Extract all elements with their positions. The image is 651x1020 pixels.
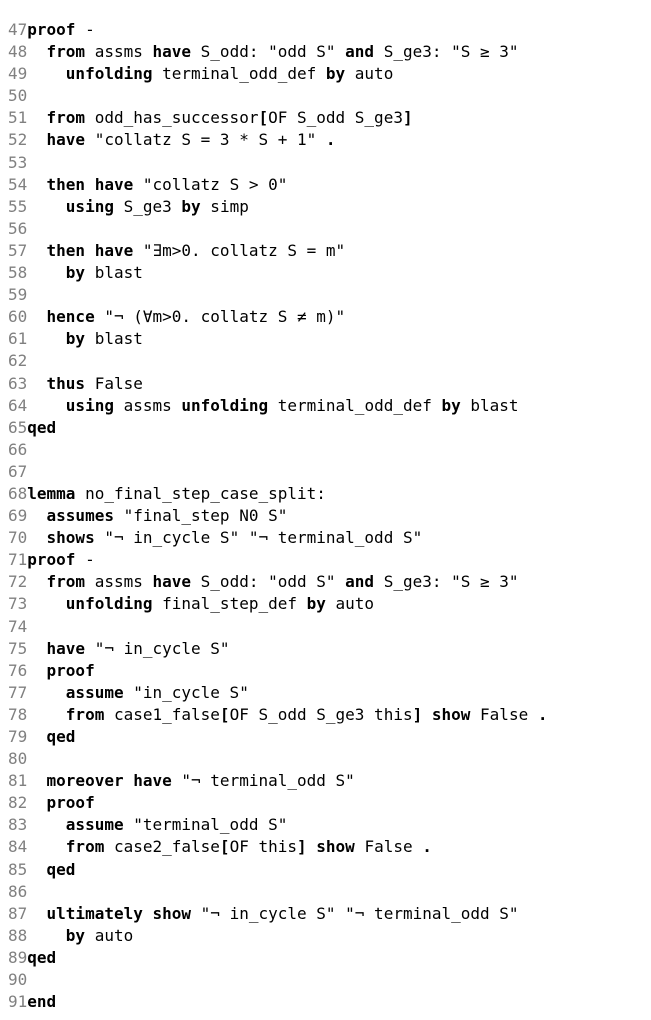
keyword-token: hence: [46, 307, 95, 327]
code-token: [27, 130, 46, 149]
code-line: [8, 836, 651, 858]
line-number: 81: [8, 771, 28, 791]
code-token: final_step_def: [152, 594, 307, 614]
line-number: 59: [8, 285, 28, 305]
keyword-token: ]: [402, 108, 413, 128]
code-token: [27, 793, 46, 812]
keyword-token: .: [422, 837, 432, 857]
code-token: [422, 705, 432, 724]
line-number: 91: [8, 992, 28, 1012]
line-number: 70: [8, 528, 28, 548]
line-number: 73: [8, 594, 28, 614]
keyword-token: unfolding: [65, 64, 153, 84]
keyword-token: have: [94, 174, 134, 194]
code-token: [85, 175, 95, 194]
code-text: [27, 418, 56, 437]
keyword-token: moreover: [46, 771, 124, 791]
code-line: [8, 417, 651, 439]
line-number: 78: [8, 704, 28, 724]
keyword-token: end: [27, 992, 57, 1012]
code-token: [27, 572, 46, 591]
code-token: "terminal_odd S": [123, 815, 288, 835]
code-line: [8, 704, 651, 726]
code-token: assms: [85, 572, 153, 592]
code-token: assms: [113, 395, 182, 415]
line-number: 67: [8, 461, 28, 481]
keyword-token: by: [441, 395, 461, 415]
line-number: 57: [8, 240, 28, 260]
code-text: [27, 639, 229, 658]
code-token: False: [85, 373, 143, 393]
code-text: [27, 793, 94, 812]
keyword-token: qed: [46, 727, 76, 746]
keyword-token: ]: [412, 704, 423, 724]
line-number: 50: [8, 86, 28, 106]
code-token: auto: [85, 925, 134, 945]
line-number: 75: [8, 638, 28, 658]
code-line: [8, 262, 651, 284]
keyword-token: show: [152, 903, 192, 923]
code-token: [27, 661, 46, 680]
code-line: [8, 395, 651, 417]
keyword-token: ultimately: [46, 903, 143, 923]
code-token: [27, 396, 66, 415]
code-token: [27, 175, 46, 194]
code-token: [124, 771, 134, 790]
code-token: [27, 197, 66, 216]
code-line: [8, 328, 651, 350]
code-line: [8, 350, 651, 372]
code-line: [8, 107, 651, 129]
line-number: 85: [8, 859, 28, 879]
keyword-token: ]: [297, 837, 307, 857]
code-text: [27, 396, 518, 415]
line-number: 79: [8, 727, 28, 746]
code-token: OF this: [229, 837, 297, 857]
code-token: [27, 329, 66, 348]
line-number: 80: [8, 749, 28, 769]
code-token: "in_cycle S": [123, 682, 249, 702]
code-line: [8, 593, 651, 615]
code-token: [27, 926, 66, 945]
keyword-token: from: [65, 837, 105, 857]
keyword-token: by: [306, 594, 326, 614]
code-token: False: [354, 837, 423, 857]
keyword-token: unfolding: [65, 594, 153, 614]
code-line: [8, 196, 651, 218]
code-line: [8, 991, 651, 1013]
line-number: 82: [8, 793, 28, 813]
code-token: -: [75, 20, 95, 39]
code-line: [8, 306, 651, 328]
line-number: 53: [8, 152, 28, 172]
code-token: [27, 506, 46, 525]
code-text: [27, 771, 355, 790]
code-line: [8, 792, 651, 814]
code-token: odd_has_successor: [85, 108, 259, 128]
code-token: "collatz S > 0": [133, 174, 288, 194]
keyword-token: thus: [46, 373, 86, 393]
code-token: [27, 64, 66, 83]
code-token: [27, 263, 66, 282]
code-line: [8, 682, 651, 704]
keyword-token: .: [537, 704, 548, 724]
keyword-token: assume: [65, 815, 124, 835]
keyword-token: show: [431, 704, 471, 724]
keyword-token: then: [46, 240, 86, 260]
code-text: [27, 904, 518, 923]
keyword-token: using: [65, 395, 114, 415]
code-token: [27, 528, 46, 547]
code-token: "¬ in_cycle S": [85, 638, 230, 658]
code-line: [8, 19, 651, 41]
keyword-token: have: [152, 42, 192, 62]
line-number: 69: [8, 506, 28, 526]
line-number: 76: [8, 660, 28, 680]
code-token: S_odd: "odd S": [191, 572, 346, 592]
keyword-token: using: [65, 196, 114, 216]
keyword-token: have: [46, 638, 86, 658]
code-text: [27, 374, 143, 393]
keyword-token: qed: [46, 859, 76, 879]
code-line: [8, 748, 651, 770]
code-token: blast: [85, 329, 143, 349]
code-line: [8, 483, 651, 505]
code-line: [8, 814, 651, 836]
code-text: [27, 661, 94, 680]
code-token: case1_false: [104, 704, 220, 724]
keyword-token: show: [316, 837, 355, 857]
code-text: [27, 42, 518, 61]
code-text: [27, 484, 326, 503]
line-number: 63: [8, 373, 28, 393]
keyword-token: by: [65, 263, 86, 283]
code-token: [85, 241, 95, 260]
code-text: [27, 130, 335, 149]
line-number: 90: [8, 970, 28, 990]
code-line: [8, 859, 651, 881]
code-token: "¬ terminal_odd S": [171, 771, 355, 791]
code-token: S_odd: "odd S": [191, 42, 346, 62]
line-number: 72: [8, 572, 28, 592]
code-token: [27, 837, 66, 856]
code-line: [8, 638, 651, 660]
line-number: 58: [8, 263, 28, 283]
line-number: 48: [8, 42, 28, 62]
code-text: [27, 594, 374, 613]
code-line: [8, 129, 651, 151]
keyword-token: have: [152, 572, 192, 592]
code-token: [27, 108, 46, 127]
code-text: [27, 528, 422, 547]
code-line: [8, 571, 651, 593]
code-text: [27, 241, 345, 260]
code-line: [8, 174, 651, 196]
code-text: [27, 20, 94, 39]
keyword-token: proof: [27, 550, 76, 570]
code-token: "¬ in_cycle S" "¬ terminal_odd S": [94, 528, 423, 548]
code-line: [8, 63, 651, 85]
line-number: 89: [8, 947, 28, 967]
keyword-token: qed: [27, 947, 57, 967]
code-token: [27, 241, 46, 260]
code-text: [27, 307, 345, 326]
code-line: [8, 152, 651, 174]
code-text: [27, 506, 287, 525]
code-text: [27, 329, 143, 348]
code-line: [8, 527, 651, 549]
code-text: [27, 926, 133, 945]
code-token: [27, 815, 66, 834]
code-line: [8, 616, 651, 638]
code-line: [8, 549, 651, 571]
line-number: 61: [8, 329, 28, 349]
line-number: 56: [8, 218, 28, 238]
code-line: [8, 461, 651, 483]
line-number: 49: [8, 64, 28, 84]
keyword-token: by: [325, 64, 346, 84]
code-line: [8, 284, 651, 306]
code-line: [8, 925, 651, 947]
keyword-token: from: [65, 704, 105, 724]
code-line: [8, 218, 651, 240]
line-number: 84: [8, 837, 28, 857]
keyword-token: have: [133, 771, 172, 791]
keyword-token: then: [46, 174, 86, 194]
code-text: [27, 860, 75, 879]
code-token: [27, 594, 66, 613]
code-token: [27, 771, 46, 790]
code-token: [27, 42, 46, 61]
line-number: 86: [8, 881, 28, 901]
code-token: "∃m>0. collatz S = m": [133, 240, 346, 260]
code-token: [27, 307, 46, 326]
keyword-token: assumes: [46, 506, 114, 526]
line-number: 55: [8, 196, 28, 216]
code-text: [27, 572, 518, 591]
keyword-token: proof: [27, 20, 76, 39]
code-text: [27, 948, 56, 967]
line-number: 47: [8, 20, 28, 39]
code-line: [8, 240, 651, 262]
keyword-token: unfolding: [181, 395, 269, 415]
code-text: [27, 815, 287, 834]
keyword-token: from: [46, 108, 86, 128]
code-token: [27, 639, 46, 658]
code-token: terminal_odd_def: [152, 64, 326, 84]
keyword-token: by: [65, 329, 86, 349]
keyword-token: shows: [46, 528, 95, 548]
keyword-token: [: [219, 837, 230, 857]
code-token: S_ge3: "S ≥ 3": [374, 572, 519, 592]
line-number: 54: [8, 174, 28, 194]
code-token: "¬ (∀m>0. collatz S ≠ m)": [94, 307, 346, 327]
line-number: 87: [8, 903, 28, 923]
keyword-token: lemma: [27, 483, 76, 503]
code-line: [8, 969, 651, 991]
code-token: terminal_odd_def: [268, 395, 442, 415]
code-token: [143, 904, 153, 923]
code-text: [27, 108, 412, 127]
code-line: [8, 41, 651, 63]
code-token: [27, 683, 66, 702]
code-text: [27, 683, 249, 702]
code-token: "final_step N0 S": [113, 506, 288, 526]
code-token: [27, 374, 46, 393]
line-number: 62: [8, 351, 28, 371]
keyword-token: by: [65, 925, 86, 945]
keyword-token: from: [46, 42, 86, 62]
keyword-token: have: [94, 240, 134, 260]
code-token: [27, 705, 66, 724]
code-line: [8, 439, 651, 461]
code-token: [27, 904, 46, 923]
code-token: False: [470, 704, 538, 724]
code-line: [8, 881, 651, 903]
code-token: auto: [345, 64, 394, 84]
code-text: [27, 550, 94, 569]
code-text: [27, 175, 287, 194]
code-line: [8, 947, 651, 969]
code-token: simp: [200, 196, 249, 216]
keyword-token: [: [219, 704, 230, 724]
code-text: [27, 263, 143, 282]
keyword-token: assume: [65, 682, 124, 702]
keyword-token: have: [46, 130, 86, 150]
line-number: 88: [8, 925, 28, 945]
line-number: 68: [8, 483, 28, 503]
line-number: 60: [8, 307, 28, 327]
code-line: [8, 85, 651, 107]
code-token: no_final_step_case_split:: [75, 483, 326, 503]
code-text: [27, 197, 249, 216]
line-number: 74: [8, 616, 28, 636]
code-token: "¬ in_cycle S" "¬ terminal_odd S": [191, 903, 519, 923]
code-line: [8, 660, 651, 682]
code-token: blast: [460, 395, 519, 415]
line-number: 66: [8, 439, 28, 459]
code-line: [8, 373, 651, 395]
code-token: auto: [325, 594, 375, 614]
keyword-token: by: [181, 196, 201, 216]
line-number: 77: [8, 682, 28, 702]
keyword-token: .: [325, 130, 336, 150]
code-token: [27, 727, 46, 746]
code-line: [8, 770, 651, 792]
keyword-token: proof: [46, 793, 95, 813]
code-token: [27, 860, 46, 879]
code-token: OF S_odd S_ge3: [268, 108, 403, 128]
code-token: -: [75, 550, 95, 570]
code-token: [307, 837, 317, 856]
line-number: 52: [8, 130, 28, 150]
code-text: [27, 705, 547, 724]
code-token: S_ge3: "S ≥ 3": [374, 42, 519, 62]
code-line: [8, 726, 651, 748]
code-token: blast: [85, 263, 143, 283]
code-line: [8, 505, 651, 527]
code-token: OF S_odd S_ge3 this: [229, 704, 413, 724]
keyword-token: proof: [46, 660, 95, 680]
keyword-token: [: [258, 108, 269, 128]
line-number: 83: [8, 815, 28, 835]
code-text: [27, 837, 432, 856]
code-text: [27, 727, 75, 746]
code-text: [27, 64, 393, 83]
keyword-token: qed: [27, 417, 57, 437]
line-number: 64: [8, 395, 28, 415]
code-token: case2_false: [104, 837, 220, 857]
keyword-token: from: [46, 572, 86, 592]
keyword-token: and: [345, 42, 375, 62]
keyword-token: and: [345, 572, 375, 592]
line-number: 65: [8, 417, 28, 437]
code-line: [8, 903, 651, 925]
code-token: "collatz S = 3 * S + 1": [85, 130, 326, 150]
line-number: 71: [8, 550, 28, 570]
line-number: 51: [8, 108, 28, 128]
code-token: assms: [85, 42, 153, 62]
code-token: S_ge3: [113, 196, 182, 216]
code-text: [27, 992, 56, 1011]
